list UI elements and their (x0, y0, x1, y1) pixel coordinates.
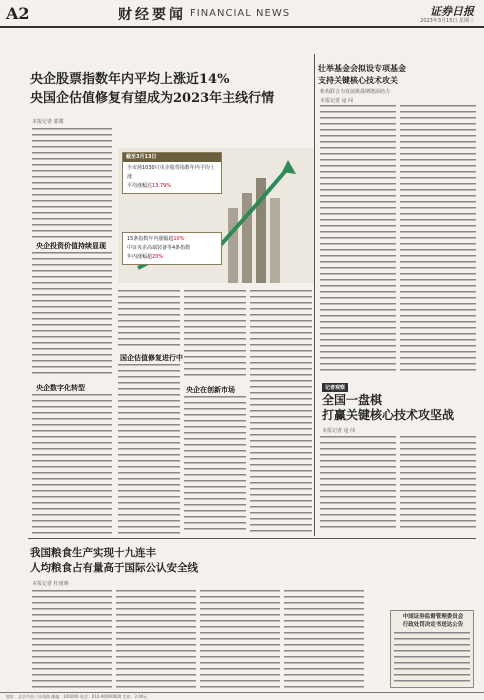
stat-line (127, 235, 217, 244)
page-number: A2 (6, 4, 30, 23)
infographic (118, 148, 314, 283)
article-column (118, 364, 180, 534)
issue-date: 2023年3月15日 星期三 (420, 18, 474, 24)
subheading: 央企数字化转型 (36, 383, 85, 392)
article-column (284, 590, 364, 688)
stat-box-2 (122, 232, 222, 265)
commentary-headline-line2: 打赢关键核心技术攻坚战 (322, 408, 455, 422)
stat-line (127, 253, 217, 262)
commentary-headline-line1: 全国一盘棋 (322, 393, 383, 407)
article-column (200, 590, 280, 688)
lower-headline-line2: 人均粮食占有量高于国际公认安全线 (30, 562, 198, 574)
stat-text: 15条指数年内涨幅超 (127, 236, 174, 242)
announcement-text (394, 632, 470, 684)
article-column (400, 105, 476, 375)
article-column (184, 290, 246, 380)
article-column (320, 436, 396, 532)
article-column (320, 105, 396, 375)
column-tag: 记者观察 (322, 383, 348, 392)
main-byline: 本报记者 郭冀 (32, 119, 64, 125)
stat-value: 13.79% (152, 183, 172, 189)
stat-box-1 (122, 152, 222, 194)
section-divider (28, 538, 476, 539)
article-column (184, 396, 246, 534)
main-headline-line1: 央企股票指数年内平均上涨近14% (30, 72, 230, 87)
right-headline-line2: 支持关键核心技术攻关 (318, 75, 398, 85)
article-column (118, 290, 180, 350)
article-column (32, 128, 112, 238)
lower-headline-line1: 我国粮食生产实现十九连丰 (30, 547, 156, 559)
article-column (400, 436, 476, 532)
stat-line (127, 182, 217, 191)
article-column (116, 590, 196, 688)
newspaper-logo: 证券日报 (430, 5, 474, 18)
article-column (32, 394, 112, 534)
right-headline-line1: 壮举基金会拟设专项基金 (318, 63, 406, 73)
stat-text: 年内涨幅超 (127, 254, 153, 260)
announcement-title (393, 613, 473, 629)
lower-headline (30, 546, 330, 576)
right-byline: 本报记者 逯 闯 (320, 98, 354, 104)
stat-text: 平均涨幅达 (127, 183, 153, 189)
lower-byline: 本报记者 杜雨萌 (32, 581, 69, 587)
section-title-en: FINANCIAL NEWS (190, 8, 291, 19)
right-subhead: 机构联合为发展挑战期增添助力 (320, 89, 391, 95)
right-headline (318, 62, 478, 86)
subheading: 央企在创新市场 (186, 385, 235, 394)
stat-value: 20% (152, 254, 164, 260)
section-title: 财经要闻 (118, 7, 186, 23)
masthead (0, 0, 484, 28)
stat-value: 10% (173, 236, 185, 242)
main-headline-line2: 央国企估值修复有望成为2023年主线行情 (30, 91, 275, 106)
announcement-title-line2: 行政处罚决定书送达公告 (402, 622, 464, 628)
article-column (32, 590, 112, 688)
stat-box-title: 截至3月13日 (123, 153, 221, 162)
article-column (250, 290, 312, 534)
column-divider (314, 54, 315, 536)
commentary-byline: 本报记者 逯 闯 (322, 428, 356, 434)
main-headline (30, 70, 310, 108)
announcement-title-line1: 中国证券监督管理委员会 (402, 614, 464, 620)
article-column (32, 252, 112, 378)
stat-text: 全市场1030只央企股票指数年内平均上涨 (127, 165, 215, 180)
subheading: 央企投资价值持续显现 (36, 241, 106, 250)
commentary-headline (322, 393, 472, 423)
footer: 地址：北京市西三环南路 邮编：100000 电话：010-00000000 定价：2.00元 (0, 692, 484, 700)
stat-text: 中证央企高端装备等4条指数 (127, 245, 191, 251)
subheading: 国企估值修复进行中 (120, 353, 183, 362)
